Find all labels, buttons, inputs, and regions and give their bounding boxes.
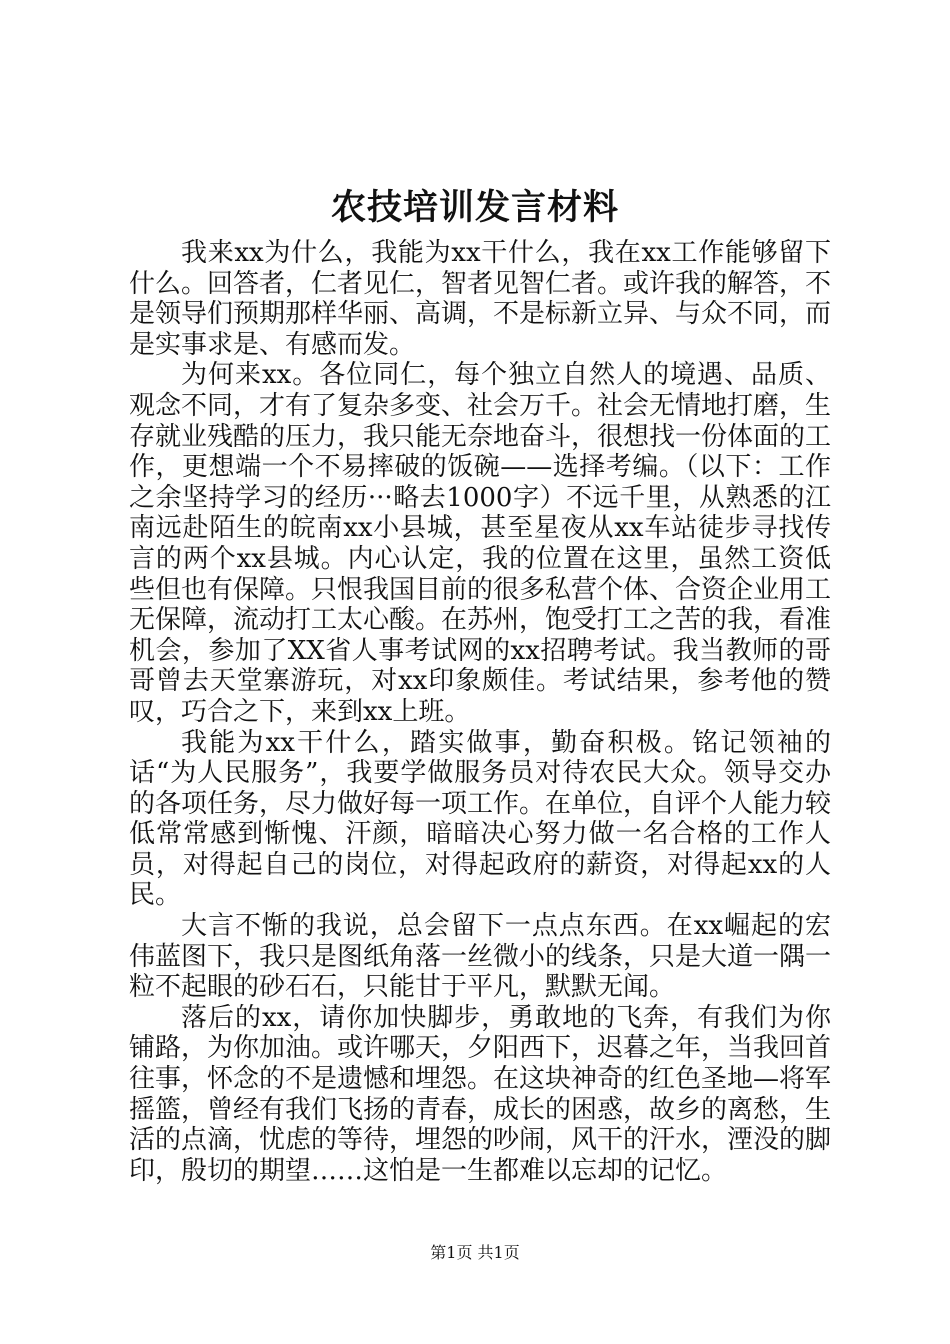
paragraph-4: 大言不惭的我说，总会留下一点点东西。在xx崛起的宏伟蓝图下，我只是图纸角落一丝微小的线条，只是大道一隅一粒不起眼的砂石石，只能甘于平凡，默默无闻。: [129, 911, 832, 1003]
paragraph-1: 我来xx为什么，我能为xx干什么，我在xx工作能够留下什么。回答者，仁者见仁，智者见智仁者。或许我的解答，不是领导们预期那样华丽、高调，不是标新立异、与众不同，而是实事求是、有感而发。: [129, 238, 832, 360]
paragraph-3: 我能为xx干什么，踏实做事，勤奋积极。铭记领袖的话“为人民服务”，我要学做服务员对待农民大众。领导交办的各项任务，尽力做好每一项工作。在单位，自评个人能力较低常常感到惭愧、汗颜，暗暗决心努力做一名合格的工作人员，对得起自己的岗位，对得起政府的薪资，对得起xx的人民。: [129, 727, 832, 911]
paragraph-2: 为何来xx。各位同仁，每个独立自然人的境遇、品质、观念不同，才有了复杂多变、社会万千。社会无情地打磨，生存就业残酷的压力，我只能无奈地奋斗，很想找一份体面的工作，更想端一个不易摔破的饭碗——选择考编。（以下：工作之余坚持学习的经历···略去1000字）不远千里，从熟悉的江南远赴陌生的皖南xx小县城，甚至星夜从xx车站徒步寻找传言的两个xx县城。内心认定，我的位置在这里，虽然工资低些但也有保障。只恨我国目前的很多私营个体、合资企业用工无保障，流动打工太心酸。在苏州，饱受打工之苦的我，看准机会，参加了XX省人事考试网的xx招聘考试。我当教师的哥哥曾去天堂寨游玩，对xx印象颇佳。考试结果，参考他的赞叹，巧合之下，来到xx上班。: [129, 360, 832, 727]
page-number-footer: 第1页 共1页: [430, 1243, 520, 1262]
document-body: [129, 238, 831, 1186]
document-title: 农技培训发言材料: [330, 187, 619, 228]
paragraph-5: 落后的xx，请你加快脚步，勇敢地的飞奔，有我们为你铺路，为你加油。或许哪天，夕阳西下，迟暮之年，当我回首往事，怀念的不是遗憾和埋怨。在这块神奇的红色圣地—将军摇篮，曾经有我们飞扬的青春，成长的困惑，故乡的离愁，生活的点滴，忧虑的等待，埋怨的吵闹，风干的汗水，湮没的脚印，殷切的期望……这怕是一生都难以忘却的记忆。: [129, 1002, 832, 1186]
